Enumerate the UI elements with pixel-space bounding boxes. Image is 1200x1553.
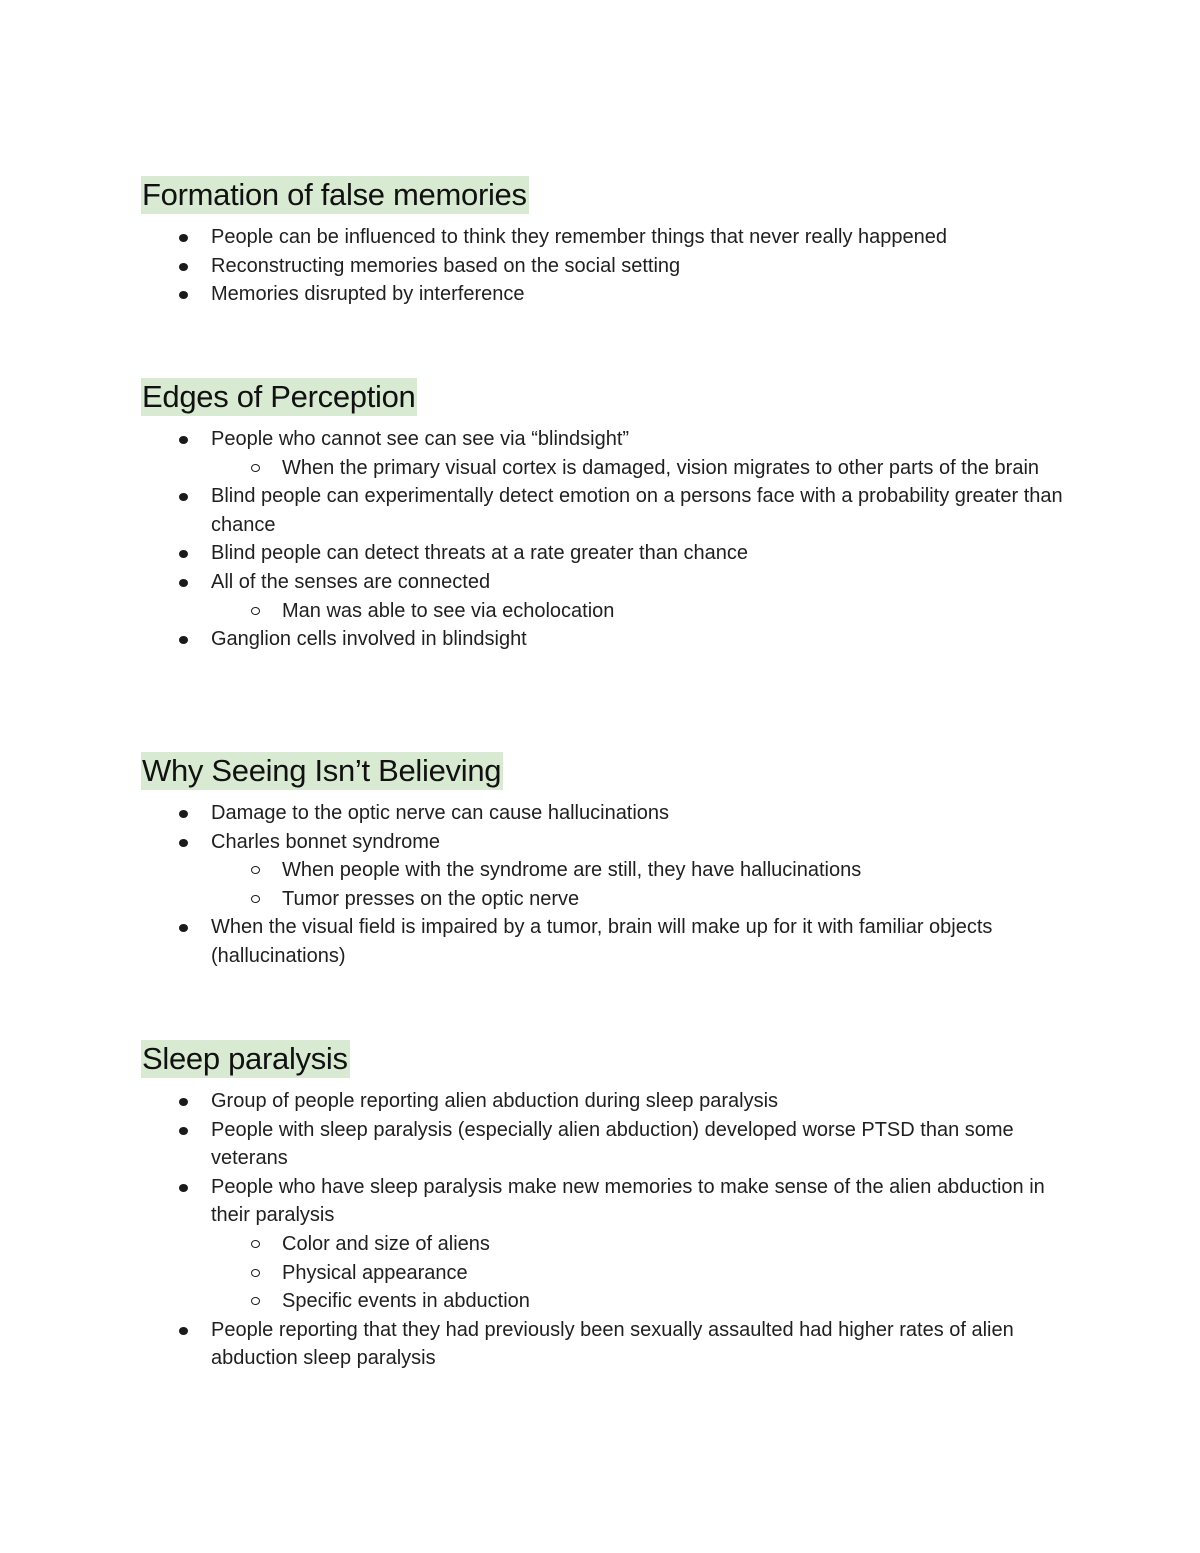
bullet-list <box>141 799 1071 971</box>
list-item <box>141 539 1071 568</box>
bullet-icon <box>179 436 188 444</box>
list-item-text: Blind people can experimentally detect emotion on a persons face with a probability greater than chance <box>211 485 1063 536</box>
bullet-icon <box>179 263 188 271</box>
list-item <box>141 1087 1071 1116</box>
bullet-icon <box>179 234 188 242</box>
bullet-icon <box>179 579 188 587</box>
list-item <box>141 1173 1071 1316</box>
sub-list-item-text: When the primary visual cortex is damaged, vision migrates to other parts of the brain <box>282 456 1040 479</box>
sub-list-item-text: Specific events in abduction <box>282 1290 530 1313</box>
list-item-text: When the visual field is impaired by a tumor, brain will make up for it with familiar objects (hallucinations) <box>211 916 993 967</box>
bullet-icon <box>179 1127 188 1135</box>
list-item-text: Charles bonnet syndrome <box>211 830 441 853</box>
list-item <box>141 425 1071 482</box>
list-item-text: Ganglion cells involved in blindsight <box>211 628 527 651</box>
sub-list <box>211 597 1071 626</box>
list-item <box>141 280 1071 309</box>
list-item <box>141 913 1071 970</box>
sub-list-item-text: Man was able to see via echolocation <box>282 599 615 622</box>
sub-list-item-text: Tumor presses on the optic nerve <box>282 887 580 910</box>
list-item-text: Reconstructing memories based on the social setting <box>211 254 681 277</box>
list-item <box>141 223 1071 252</box>
section-sleep-paralysis <box>141 1040 1071 1373</box>
hollow-bullet-icon <box>251 464 260 472</box>
sub-list-item-text: Color and size of aliens <box>282 1232 490 1255</box>
section-why-seeing-isnt-believing <box>141 752 1071 971</box>
list-item <box>141 799 1071 828</box>
list-item-text: People who have sleep paralysis make new memories to make sense of the alien abduction in their paralysis <box>211 1175 1045 1227</box>
section-heading: Sleep paralysis <box>142 1041 348 1076</box>
list-item <box>141 828 1071 914</box>
section-edges-of-perception <box>141 378 1071 654</box>
sub-list <box>211 454 1071 483</box>
sub-list-item <box>211 1230 1071 1259</box>
bullet-icon <box>179 1184 188 1192</box>
bullet-icon <box>179 550 188 558</box>
hollow-bullet-icon <box>251 1269 260 1277</box>
hollow-bullet-icon <box>251 895 260 903</box>
sub-list-item <box>211 597 1071 626</box>
sub-list <box>211 856 1071 913</box>
list-item-text: People can be influenced to think they remember things that never really happened <box>211 226 948 248</box>
sub-list-item-text: When people with the syndrome are still, they have hallucinations <box>282 859 862 882</box>
section-heading: Why Seeing Isn’t Believing <box>142 753 502 788</box>
section-formation-of-false-memories <box>141 176 1071 309</box>
list-item-text: Group of people reporting alien abduction during sleep paralysis <box>211 1090 779 1112</box>
bullet-icon <box>179 291 188 299</box>
list-item-text: Blind people can detect threats at a rate greater than chance <box>211 542 749 565</box>
hollow-bullet-icon <box>251 607 260 615</box>
bullet-icon <box>179 810 188 818</box>
bullet-list <box>141 1087 1071 1373</box>
bullet-icon <box>179 839 188 847</box>
sub-list-item <box>211 1259 1071 1288</box>
list-item <box>141 568 1071 625</box>
bullet-icon <box>179 924 188 932</box>
sub-list <box>211 1230 1071 1316</box>
sub-list-item <box>211 454 1071 483</box>
list-item-text: Memories disrupted by interference <box>211 283 525 306</box>
list-item-text: People with sleep paralysis (especially alien abduction) developed worse PTSD than some veterans <box>211 1118 1014 1170</box>
hollow-bullet-icon <box>251 1297 260 1305</box>
list-item-text: People reporting that they had previously been sexually assaulted had higher rates of alien abduction sleep paralysis <box>211 1318 1014 1370</box>
bullet-icon <box>179 1098 188 1106</box>
bullet-icon <box>179 1327 188 1335</box>
list-item-text: Damage to the optic nerve can cause hallucinations <box>211 802 670 824</box>
bullet-list <box>141 223 1071 309</box>
list-item <box>141 1116 1071 1173</box>
section-heading: Formation of false memories <box>142 177 527 212</box>
hollow-bullet-icon <box>251 866 260 874</box>
list-item <box>141 252 1071 281</box>
bullet-icon <box>179 636 188 644</box>
hollow-bullet-icon <box>251 1240 260 1248</box>
sub-list-item <box>211 885 1071 914</box>
list-item <box>141 482 1071 539</box>
sub-list-item <box>211 856 1071 885</box>
sub-list-item <box>211 1287 1071 1316</box>
list-item-text: All of the senses are connected <box>211 570 491 593</box>
bullet-icon <box>179 493 188 501</box>
section-heading: Edges of Perception <box>142 379 416 414</box>
sub-list-item-text: Physical appearance <box>282 1261 468 1284</box>
list-item-text: People who cannot see can see via “blindsight” <box>211 428 630 450</box>
list-item <box>141 1316 1071 1373</box>
list-item <box>141 625 1071 654</box>
bullet-list <box>141 425 1071 654</box>
